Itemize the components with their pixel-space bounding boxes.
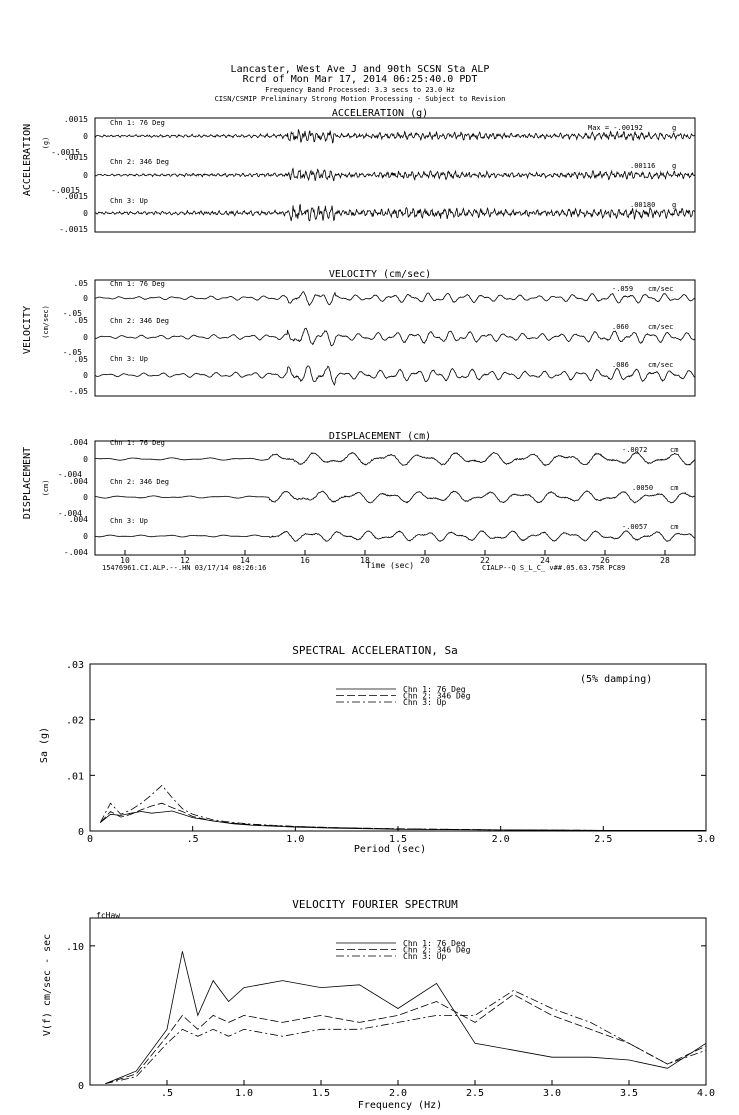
dis-ch1-trace <box>95 452 695 465</box>
dis-ch1-ytop: .004 <box>68 438 88 447</box>
time-tick-label: 14 <box>240 556 250 565</box>
acc-ch1-max: Max = -.00192 <box>588 124 643 132</box>
sa-ytick-label: .01 <box>65 771 84 783</box>
vel-ch3-unit: cm/sec <box>648 361 674 369</box>
sa-xtick-label: 3.0 <box>696 834 716 845</box>
sa-title: SPECTRAL ACCELERATION, Sa <box>292 644 458 657</box>
vel-ch2-ymid: 0 <box>83 333 88 342</box>
acc-ch2-ymid: 0 <box>83 171 88 180</box>
dis-ch3-ymid: 0 <box>83 532 88 541</box>
time-tick-label: 20 <box>420 556 430 565</box>
sa-ylabel: Sa (g) <box>39 726 50 764</box>
fs-corner-label: fcHaw <box>96 911 121 920</box>
time-tick-label: 18 <box>360 556 370 565</box>
sa-annotation: (5% damping) <box>580 674 653 685</box>
sa-legend-label: Chn 3: Up <box>403 698 447 707</box>
footer-left: 15476961.CI.ALP.--.HN 03/17/14 08:26:16 <box>102 564 267 572</box>
fs-legend-label: Chn 2: 346 Deg <box>403 945 471 955</box>
acc-ch3-ytop: .0015 <box>63 192 88 201</box>
dis-ch1-name: Chn 1: 76 Deg <box>110 439 165 447</box>
sa-ytick-label: 0 <box>77 827 84 838</box>
vel-ch1-trace <box>95 292 695 306</box>
sa-xtick-label: 1.5 <box>388 834 408 845</box>
vel-ch1-ymid: 0 <box>83 294 88 303</box>
vel-ch2-ytop: .05 <box>73 316 88 325</box>
velocity-units: (cm/sec) <box>42 305 50 339</box>
header-line1: Lancaster, West Ave J and 90th SCSN Sta ALP <box>230 64 490 75</box>
dis-ch2-name: Chn 2: 346 Deg <box>110 478 170 486</box>
fs-xtick-label: 3.5 <box>619 1088 639 1099</box>
acc-ch2-trace <box>95 169 695 182</box>
time-tick-label: 10 <box>120 556 130 565</box>
time-tick-label: 22 <box>480 556 490 565</box>
dis-ch3-ybot: -.004 <box>63 548 88 557</box>
dis-ch3-max: -.0057 <box>622 523 648 531</box>
acc-ch3-trace <box>95 204 695 221</box>
fs-frame <box>90 918 706 1085</box>
dis-ch2-ybot: -.004 <box>57 509 82 518</box>
fs-series-line <box>105 951 706 1083</box>
vel-ch1-max: -.059 <box>612 285 634 293</box>
velocity-panel <box>22 269 695 396</box>
fs-title: VELOCITY FOURIER SPECTRUM <box>292 898 458 911</box>
time-xlabel: Time (sec) <box>365 561 415 570</box>
acc-ch3-ybot: -.0015 <box>59 225 88 234</box>
fs-lines <box>105 951 706 1083</box>
vel-ch2-name: Chn 2: 346 Deg <box>110 317 170 325</box>
fourier-spectrum-panel <box>42 898 715 1111</box>
acceleration-units: (g) <box>42 136 50 150</box>
time-tick-label: 16 <box>300 556 310 565</box>
acceleration-panel <box>22 108 695 234</box>
dis-ch2-trace <box>95 491 695 503</box>
sa-ticks <box>66 660 715 845</box>
acc-ch2-unit: g <box>672 162 677 170</box>
acc-ch2-name: Chn 2: 346 Deg <box>110 158 170 166</box>
vel-ch2-ybot: -.05 <box>62 348 82 357</box>
sa-ytick-label: .02 <box>65 715 84 727</box>
fs-legend-label: Chn 1: 76 Deg <box>403 939 466 948</box>
vel-ch1-ytop: .05 <box>73 279 88 288</box>
sa-legend-label: Chn 1: 76 Deg <box>403 685 466 694</box>
fs-xtick-label: 2.5 <box>465 1088 485 1099</box>
fs-legend <box>336 939 471 961</box>
header-line2: Rcrd of Mon Mar 17, 2014 06:25:40.0 PDT <box>242 74 478 85</box>
time-tick-label: 28 <box>660 556 670 565</box>
sa-lines <box>100 785 706 830</box>
dis-ch1-ymid: 0 <box>83 455 88 464</box>
vel-ch1-ybot: -.05 <box>62 309 82 318</box>
fs-ytick-label: .10 <box>65 941 84 953</box>
footer-right: CIALP--Q S_L_C_ v##.05.63.75R PC89 <box>482 564 626 572</box>
vel-ch3-trace <box>95 366 695 385</box>
dis-ch3-ytop: .004 <box>68 515 88 524</box>
header-line4: CISN/CSMIP Preliminary Strong Motion Processing - Subject to Revision <box>214 95 506 103</box>
acc-ch2-ytop: .0015 <box>63 153 88 162</box>
acc-ch3-max: .00180 <box>630 201 656 209</box>
sa-legend-label: Chn 2: 346 Deg <box>403 691 471 701</box>
time-tick-label: 24 <box>540 556 550 565</box>
vel-ch3-name: Chn 3: Up <box>110 355 148 363</box>
dis-ch2-ytop: .004 <box>68 477 88 486</box>
fs-ticks <box>66 942 715 1099</box>
sa-series-line <box>100 785 706 830</box>
sa-legend <box>336 685 471 707</box>
displacement-panel <box>22 431 695 572</box>
displacement-units: (cm) <box>42 479 50 497</box>
vel-ch3-ybot: -.05 <box>68 387 88 396</box>
dis-ch1-ybot: -.004 <box>57 470 82 479</box>
fs-xtick-label: 3.0 <box>542 1088 562 1099</box>
header-line3: Frequency Band Processed: 3.3 secs to 23.0 Hz <box>265 86 455 94</box>
acceleration-ylabel: ACCELERATION <box>22 123 33 197</box>
acceleration-title: ACCELERATION (g) <box>331 108 429 119</box>
acc-ch3-name: Chn 3: Up <box>110 197 148 205</box>
time-tick-label: 12 <box>180 556 190 565</box>
displacement-title: DISPLACEMENT (cm) <box>328 431 432 442</box>
fs-ylabel: V(f) cm/sec - sec <box>42 933 53 1037</box>
sa-xtick-label: 1.0 <box>286 834 305 845</box>
dis-ch2-ymid: 0 <box>83 493 88 502</box>
sa-xlabel: Period (sec) <box>353 844 427 855</box>
vel-ch2-unit: cm/sec <box>648 323 674 331</box>
acc-ch1-ybot: -.0015 <box>51 148 80 157</box>
dis-ch3-name: Chn 3: Up <box>110 517 148 525</box>
vel-ch3-ytop: .05 <box>73 355 88 364</box>
dis-ch2-unit: cm <box>670 484 679 492</box>
spectral-acceleration-panel <box>39 644 715 855</box>
vel-ch2-max: .060 <box>612 323 629 331</box>
acc-ch3-ymid: 0 <box>83 209 88 218</box>
dis-ch2-max: .0050 <box>632 484 654 492</box>
acc-ch3-unit: g <box>672 201 677 209</box>
dis-ch1-max: -.0072 <box>622 446 648 454</box>
fs-xtick-label: 4.0 <box>696 1088 716 1099</box>
time-tick-label: 26 <box>600 556 610 565</box>
acc-ch2-ybot: -.0015 <box>51 186 80 195</box>
sa-xtick-label: .5 <box>186 834 199 845</box>
fs-xtick-label: 1.5 <box>311 1088 331 1099</box>
vel-ch2-trace <box>95 328 695 346</box>
acc-ch1-ymid: 0 <box>83 132 88 141</box>
vel-ch3-max: .086 <box>612 361 629 369</box>
acc-ch1-name: Chn 1: 76 Deg <box>110 119 165 127</box>
fs-ytick-label: 0 <box>77 1081 84 1092</box>
acc-ch1-ytop: .0015 <box>63 115 88 124</box>
sa-xtick-label: 2.5 <box>594 834 613 845</box>
displacement-ylabel: DISPLACEMENT <box>22 446 33 520</box>
velocity-title: VELOCITY (cm/sec) <box>328 269 432 280</box>
sa-frame <box>90 664 706 831</box>
sa-xtick-label: 2.0 <box>491 834 510 845</box>
fs-legend-label: Chn 3: Up <box>403 952 447 961</box>
fs-xtick-label: 1.0 <box>234 1088 254 1099</box>
vel-ch1-unit: cm/sec <box>648 285 674 293</box>
acc-ch1-unit: g <box>672 124 677 132</box>
sa-ytick-label: .03 <box>65 660 84 671</box>
fs-xtick-label: .5 <box>160 1088 174 1099</box>
dis-ch1-unit: cm <box>670 446 679 454</box>
fs-series-line <box>105 995 706 1084</box>
fs-xtick-label: 2.0 <box>388 1088 408 1099</box>
fs-xlabel: Frequency (Hz) <box>357 1100 443 1111</box>
dis-ch3-unit: cm <box>670 523 679 531</box>
vel-ch1-name: Chn 1: 76 Deg <box>110 280 165 288</box>
acc-ch2-max: .00116 <box>630 162 656 170</box>
dis-ch3-trace <box>95 531 695 542</box>
sa-xtick-label: 0 <box>86 834 94 845</box>
velocity-ylabel: VELOCITY <box>22 305 33 355</box>
vel-ch3-ymid: 0 <box>83 371 88 380</box>
